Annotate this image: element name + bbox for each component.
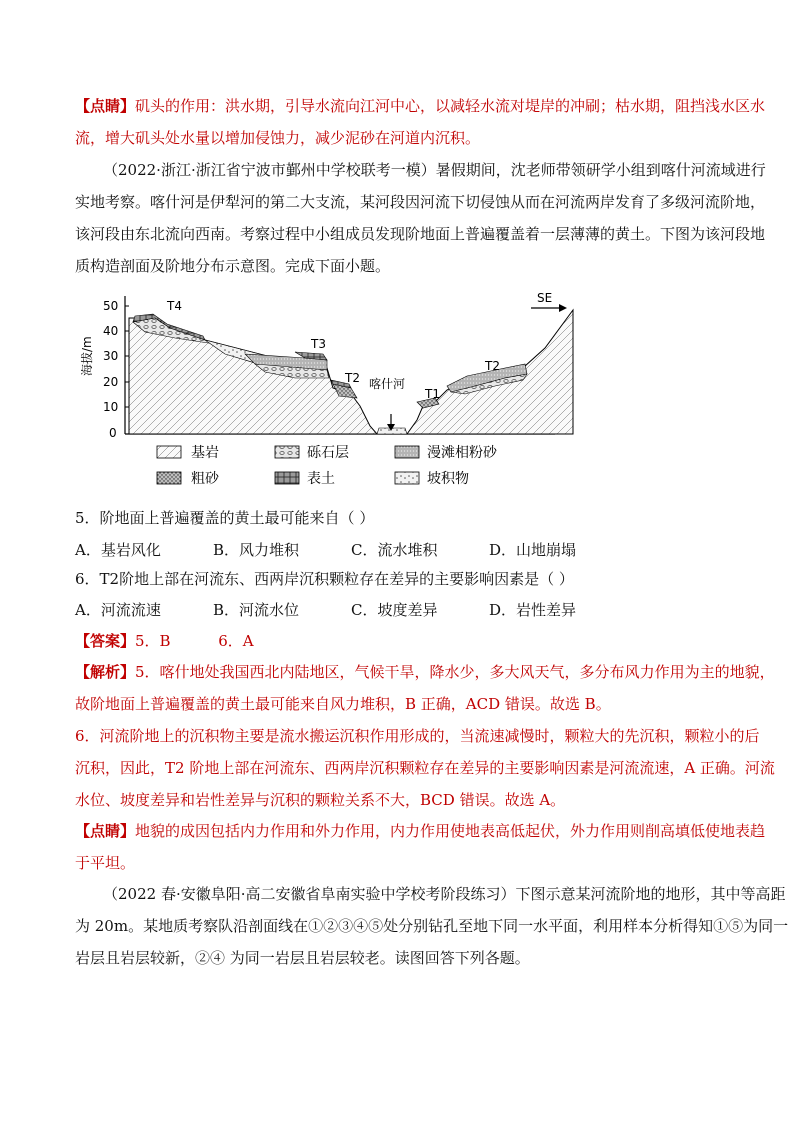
question-5: 5．阶地面上普遍覆盖的黄土最可能来自（ ） bbox=[75, 509, 375, 527]
river-terrace-profile-diagram bbox=[80, 288, 595, 498]
direction-label: SE bbox=[537, 291, 553, 305]
intro-line-1: （2022·浙江·浙江省宁波市鄞州中学校联考一模）暑假期间，沈老师带领研学小组到喀什河流域进行 bbox=[103, 161, 766, 179]
y-axis-label: 海拔/m bbox=[80, 336, 94, 376]
intro-line-2: 实地考察。喀什河是伊犁河的第二大支流，某河段因河流下切侵蚀从而在河流两岸发育了多级河流阶地， bbox=[75, 193, 766, 211]
terrace-label-t4: T4 bbox=[167, 299, 182, 313]
analysis-line-1 bbox=[75, 662, 775, 682]
analysis-line-2: 故阶地面上普遍覆盖的黄土最可能来自风力堆积，B 正确，ACD 错误。故选 B。 bbox=[75, 695, 611, 713]
terrace-label-t1: T1 bbox=[425, 387, 440, 401]
analysis-line-4: 沉积，因此，T2 阶地上部在河流东、西两岸沉积颗粒存在差异的主要影响因素是河流流速，A 正确。河流 bbox=[75, 759, 775, 777]
legend-swatch-coarse-sand bbox=[157, 472, 181, 484]
analysis-tag: 【解析】 bbox=[75, 663, 136, 681]
legend-label-bedrock: 基岩 bbox=[191, 445, 219, 461]
river-label: 喀什河 bbox=[369, 377, 406, 391]
legend-swatch-colluvium bbox=[395, 472, 419, 484]
terrace-label-t2-left: T2 bbox=[345, 371, 360, 385]
intro2-line-1: （2022 春·安徽阜阳·高二安徽省阜南实验中学校考阶段练习）下图示意某河流阶地的地形，其中等高距 bbox=[103, 885, 786, 903]
legend-label-gravel: 砾石层 bbox=[307, 445, 349, 461]
analysis-text-1: 5．喀什地处我国西北内陆地区，气候干旱，降水少，多大风天气，多分布风力作用为主的地貌， bbox=[135, 663, 775, 681]
y-tick-0: 0 bbox=[109, 426, 117, 440]
legend bbox=[157, 444, 498, 487]
y-tick-30: 30 bbox=[103, 349, 119, 363]
dianjing2-tag: 【点睛】 bbox=[75, 822, 136, 840]
dianjing2-text: 地貌的成因包括内力作用和外力作用，内力作用使地表高低起伏，外力作用则削高填低使地表趋 bbox=[135, 822, 766, 840]
q5-option-d: D．山地崩塌 bbox=[489, 541, 577, 559]
q6-option-b: B．河流水位 bbox=[213, 601, 300, 619]
intro2-line-3: 岩层且岩层较新，②④ 为同一岩层且岩层较老。读图回答下列各题。 bbox=[75, 949, 530, 967]
intro-line-4: 质构造剖面及阶地分布示意图。完成下面小题。 bbox=[75, 257, 391, 275]
legend-label-topsoil: 表土 bbox=[307, 471, 335, 487]
legend-swatch-gravel bbox=[275, 446, 299, 458]
y-tick-40: 40 bbox=[103, 324, 119, 338]
answer-text: 5．B 6．A bbox=[135, 632, 254, 650]
q5-option-c: C．流水堆积 bbox=[351, 541, 438, 559]
dianjing-tag: 【点睛】 bbox=[75, 97, 136, 115]
analysis-line-3: 6．河流阶地上的沉积物主要是流水搬运沉积作用形成的，当流速减慢时，颗粒大的先沉积，颗粒小的后 bbox=[75, 727, 760, 745]
y-tick-20: 20 bbox=[103, 375, 119, 389]
legend-swatch-topsoil bbox=[275, 472, 299, 484]
dianjing-paragraph-line-2: 流，增大矶头处水量以增加侵蚀力，减少泥砂在河道内沉积。 bbox=[75, 129, 481, 147]
q6-option-c: C．坡度差异 bbox=[351, 601, 438, 619]
dianjing2-line-1 bbox=[75, 821, 766, 841]
analysis-line-5: 水位、坡度差异和岩性差异与沉积的颗粒关系不大，BCD 错误。故选 A。 bbox=[75, 791, 566, 809]
terrace-label-t2-right: T2 bbox=[485, 359, 500, 373]
legend-swatch-silt bbox=[395, 446, 419, 458]
legend-label-silt: 漫滩相粉砂 bbox=[427, 445, 497, 461]
y-tick-10: 10 bbox=[103, 400, 119, 414]
terrace-label-t3: T3 bbox=[311, 337, 326, 351]
dianjing-paragraph-line-1 bbox=[75, 96, 766, 116]
q5-option-a: A．基岩风化 bbox=[75, 541, 161, 559]
q5-option-b: B．风力堆积 bbox=[213, 541, 300, 559]
legend-label-colluvium: 坡积物 bbox=[427, 471, 469, 487]
dianjing2-line-2: 于平坦。 bbox=[75, 854, 136, 872]
question-6: 6．T2阶地上部在河流东、西两岸沉积颗粒存在差异的主要影响因素是（ ） bbox=[75, 570, 574, 588]
legend-swatch-bedrock bbox=[157, 446, 181, 458]
q6-option-d: D．岩性差异 bbox=[489, 601, 577, 619]
legend-label-coarse-sand: 粗砂 bbox=[191, 471, 219, 487]
intro-line-3: 该河段由东北流向西南。考察过程中小组成员发现阶地面上普遍覆盖着一层薄薄的黄土。下图为该河段地 bbox=[75, 225, 766, 243]
answer-tag: 【答案】 bbox=[75, 632, 136, 650]
dianjing-text: 矶头的作用：洪水期，引导水流向江河中心，以减轻水流对堤岸的冲刷；枯水期，阻挡浅水区水 bbox=[135, 97, 766, 115]
intro2-line-2: 为 20m。某地质考察队沿剖面线在①②③④⑤处分别钻孔至地下同一水平面，利用样本分析得知①⑤为同一 bbox=[75, 917, 789, 935]
y-tick-50: 50 bbox=[103, 299, 119, 313]
direction-arrow-head bbox=[559, 304, 567, 312]
q6-option-a: A．河流流速 bbox=[75, 601, 161, 619]
answer-line bbox=[75, 631, 735, 651]
